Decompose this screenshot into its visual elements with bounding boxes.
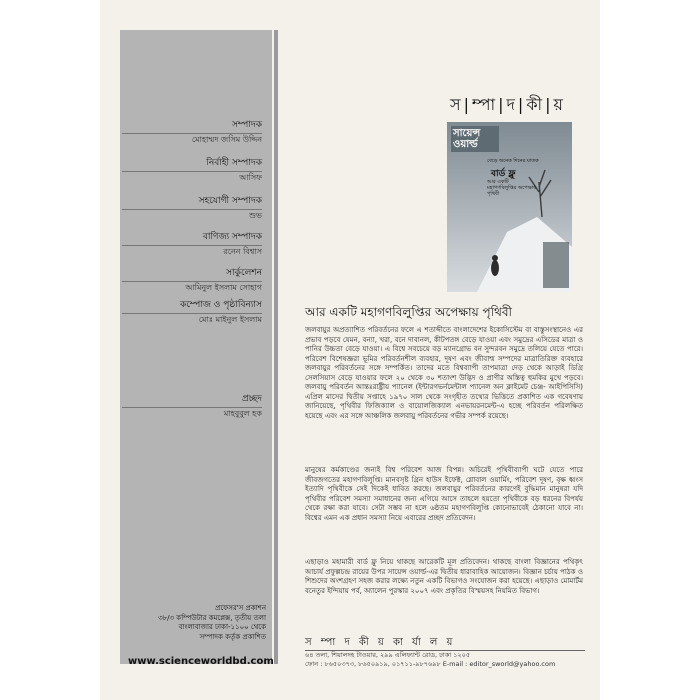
credit-title: সম্পাদক bbox=[231, 120, 262, 130]
cover-headline: বার্ড ফ্লু bbox=[491, 169, 516, 179]
credit-name: শুভ bbox=[122, 209, 262, 221]
credit-name: মোঃ মাইনুল ইসলাম bbox=[122, 313, 262, 325]
credit-executive-editor bbox=[122, 158, 262, 183]
credit-name: মোহাম্মদ জসিম উদ্দিন bbox=[122, 133, 262, 145]
article-title: আর একটি মহাগণবিলুপ্তির অপেক্ষায় পৃথিবী bbox=[305, 305, 512, 319]
article-paragraph: এছাড়াও মহামারী বার্ড ফ্লু নিয়ে থাকছে আরেকটি মূল প্রতিবেদন। থাকছে বাংলা বিজ্ঞানের পথিকৃৎ আচার্য প্রফুল্লচন্দ্র রায়ের উপর সায়েন্স ওয়ার্ল্ড-এর দ্বিতীয় ধারাবাহিক আয়োজন। বিজ্ঞান চর্চায় পাঠক ও শিশুদের অংশগ্রহণ সহজ করার লক্ষ্যে নতুন একটি বিভাগও সংযোজন করা হয়েছে। এছাড়াও মোমার্টম বনেতুর ইন্দিয়ায় পর্ব, অ্যালেন পুরস্কার ২০০৭ এবং প্রকৃতির বিস্ময়সহ নিয়মিত বিভাগ। bbox=[305, 558, 583, 595]
credit-title: বাণিজ্য সম্পাদক bbox=[202, 232, 262, 242]
cover-headline: বেড়ে অনেক দিনের ঘাতক bbox=[487, 158, 539, 164]
contact-line: ফোন : ৮৬৫০৩৭৩, ৮৬৫০৯১৯, ০১৭১১-৯৮৭৬৯৮ E-mail : editor_sworld@yahoo.com bbox=[305, 660, 556, 668]
credit-title: সহযোগী সম্পাদক bbox=[198, 196, 262, 206]
address-line: ৬৪ তলা, শিয়ালদহ টাওয়ার, ২৯৯ এলিফ্যান্ট রোড, ঢাকা ১২০৫ bbox=[305, 651, 471, 659]
credit-name: রনেন বিশ্বাস bbox=[122, 245, 262, 257]
credit-title: নির্বাহী সম্পাদক bbox=[206, 158, 262, 168]
cover-headline: আর একটি মহাগণবিলুপ্তির অপেক্ষায় পৃথিবী bbox=[487, 179, 537, 197]
article-paragraph: জলবায়ুর অপ্রত্যাশিত পরিবর্তনের ফলে এ শতাব্দীতে বাংলাদেশের ইকোসিস্টেম বা বাস্তুসংস্থানেও এর প্রভাব পড়বে যেমন, বন্যা, খরা, বনে দাবানল, কীটপতঙ্গ বেড়ে যাওয়া এবং সমুদ্রের এসিডের মাত্রা ও পানির উচ্চতা বেড়ে যাওয়া। এ বিশ্বে সবচেয়ে বড় ম্যানগ্রোভ বন সুন্দরবন সমুদ্রে তলিয়ে যেতে পারে। পরিবেশ বিশেষজ্ঞরা ভূমির পরিবর্তনশীল ব্যবহার, দূষণ এবং জীবাশ্ম সম্পদের মাত্রাতিরিক্ত ব্যবহারে জলবায়ুর পরিবর্তনের সঙ্গে সম্পর্কিত। তাদের মতে বিশ্বব্যাপী তাপমাত্রা দেড় থেকে আড়াই ডিগ্রি সেলসিয়াস বেড়ে যাওয়ার ফলে ২০ থেকে ৩০ শতাংশ উদ্ভিদ ও প্রাণীর অস্তিত্ব হুমকির মুখে পড়বে। জলবায়ু পরিবর্তন আন্তঃরাষ্ট্রীয় প্যানেল (ইন্টারগভর্নমেন্টাল প্যানেল অন ক্লাইমেট চেঞ্জ- আইপিসিসি) এপ্রিল মাসের দ্বিতীয় সপ্তাহে ১৯৭০ সাল থেকে সংগৃহীত তথ্যের ভিত্তিতে প্রকাশিত এক গবেষণায় জানিয়েছে, পৃথিবীর ফিজিক্যাল ও বায়োলজিক্যাল এনভায়রনমেন্ট-এ হচ্ছে পরিবর্তন পরিলক্ষিত হয়েছে এবং এর সঙ্গে আঞ্চলিক জলবায়ু পরিবর্তনের গভীর সম্পর্ক রয়েছে। bbox=[305, 326, 583, 420]
credit-name: আমিনুল ইসলাম সোহাগ bbox=[122, 281, 262, 293]
credit-title: কম্পোজ ও পৃষ্ঠাবিন্যাস bbox=[179, 300, 262, 310]
publisher-block bbox=[120, 604, 266, 642]
credits-sidebar bbox=[120, 30, 272, 664]
magazine-cover-image bbox=[447, 122, 572, 292]
publisher-line: সম্পাদক কর্তৃক প্রকাশিত bbox=[199, 632, 266, 641]
section-heading: স|ম্পা|দ|কী|য় bbox=[450, 95, 566, 114]
credit-name: মাহবুবুল হক bbox=[122, 407, 262, 419]
credit-name: আসিফ bbox=[122, 171, 262, 183]
publisher-line: বাংলাবাজার ঢাকা-১১০০ থেকে bbox=[178, 623, 266, 631]
credit-cover bbox=[122, 394, 262, 419]
sidebar-edge bbox=[274, 30, 278, 664]
website-url: www.scienceworldbd.com bbox=[128, 656, 274, 667]
credit-editor bbox=[122, 120, 262, 145]
credit-associate-editor bbox=[122, 196, 262, 221]
publisher-line: ৩৮/৩ কম্পিউটার কমপ্লেক্স, তৃতীয় তলা bbox=[158, 613, 266, 622]
article-paragraph: মানুষের কর্মকাণ্ডের জন্যই বিশ্ব পরিবেশ আজ বিপন্ন। অচিরেই পৃথিবীব্যাপী ঘটে যেতে পারে জীবজগতের মহাগণবিলুপ্তি। মানবসৃষ্ট গ্রিন হাউস ইফেক্ট, গ্লোবাল ওয়ার্মিং, পরিবেশ দূষণ, বৃক্ষ ধ্বংস ইত্যাদি পৃথিবীকে সেই দিকেই ধাবিত করছে। জলবায়ুর পরিবর্তনের কারণেই বুদ্ধিমান মানুষরা যদি পৃথিবীর পরিবেশ সমস্যা সমাধানের জন্য এগিয়ে আসে তাহলে হয়তো পৃথিবীকে বড় ধরনের বিপর্যয় থেকে রক্ষা করা যাবে। সেটা সম্ভব না হলে ৬ষ্ঠতম মহাগণবিলুপ্তি কোনোভাবেই ঠেকানো যাবে না। বিশ্বের এমন এক প্রধান সমস্যা নিয়ে এবারের প্রচ্ছদ প্রতিবেদন। bbox=[305, 466, 583, 522]
publisher-line: প্রফেসর'স প্রকাশন bbox=[215, 604, 266, 612]
credit-title: সার্কুলেশন bbox=[226, 268, 262, 278]
credit-commerce-editor bbox=[122, 232, 262, 257]
office-address bbox=[305, 651, 585, 669]
credit-title: প্রচ্ছদ bbox=[242, 394, 262, 404]
credit-layout bbox=[122, 300, 262, 325]
editorial-office-title: স ম্পা দ কী য় কা র্যা ল য় bbox=[305, 637, 456, 648]
credit-circulation bbox=[122, 268, 262, 293]
cover-masthead: সায়েন্স ওয়ার্ল্ড bbox=[453, 128, 481, 150]
